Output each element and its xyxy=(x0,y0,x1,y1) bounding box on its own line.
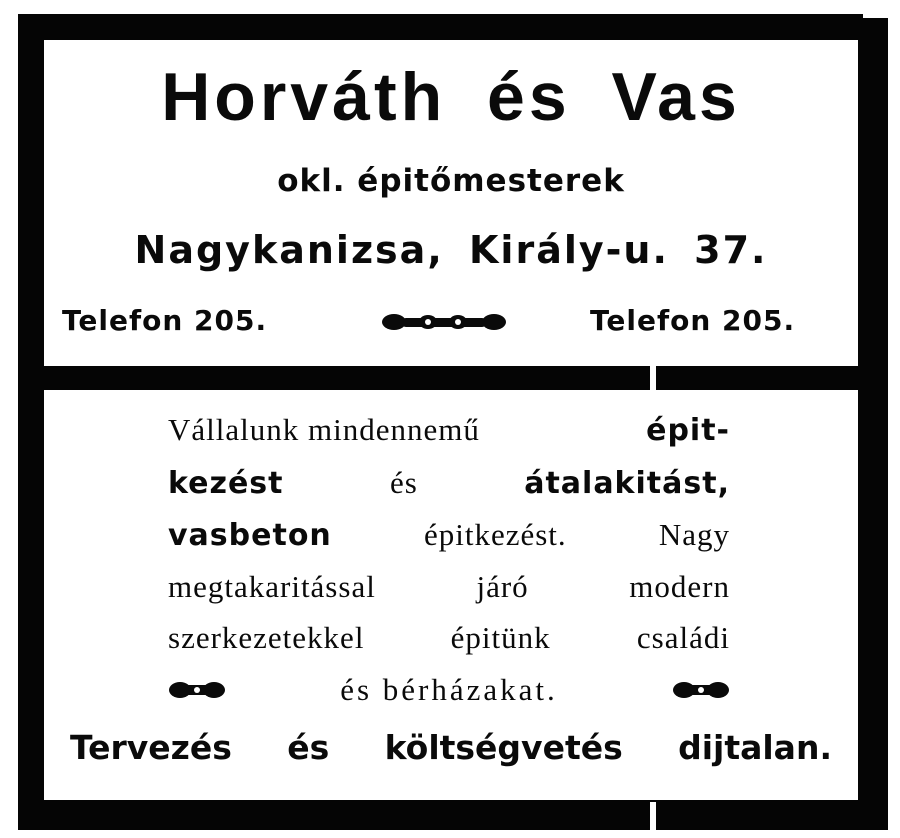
body-line xyxy=(168,465,730,505)
body-line xyxy=(168,569,730,609)
frame-top-border xyxy=(18,14,863,40)
footer-word: Tervezés xyxy=(70,728,232,767)
footer-word: és xyxy=(287,728,330,767)
body-line xyxy=(168,670,730,710)
body-line xyxy=(168,517,730,557)
footer-word: dijtalan. xyxy=(678,728,832,767)
decorative-ornament-icon xyxy=(672,680,730,700)
body-line xyxy=(168,412,730,452)
footer-line xyxy=(70,728,832,767)
body-text-bold: átalakitást, xyxy=(524,466,730,501)
phone-right: Telefon 205. xyxy=(590,304,796,337)
frame-right-border xyxy=(858,18,888,826)
phone-left: Telefon 205. xyxy=(62,304,268,337)
section-divider xyxy=(40,366,860,390)
bottom-border-notch xyxy=(650,802,656,830)
body-line xyxy=(168,620,730,660)
frame-bottom-border xyxy=(18,800,888,830)
body-text-bold: épit- xyxy=(646,413,730,448)
body-text: és bérházakat. xyxy=(340,672,558,707)
divider-notch xyxy=(650,364,656,392)
company-profession: okl. épitőmesterek xyxy=(277,163,625,199)
body-text: épitkezést. xyxy=(423,517,567,552)
body-text: járó xyxy=(476,569,529,604)
decorative-ornament-icon xyxy=(168,680,226,700)
frame-left-border xyxy=(18,18,44,826)
decorative-ornament-icon xyxy=(380,312,508,332)
body-text-bold: vasbeton xyxy=(168,518,332,553)
body-text: modern xyxy=(629,569,730,604)
body-text: szerkezetekkel xyxy=(168,620,365,655)
body-text: családi xyxy=(636,620,730,655)
body-text: épitünk xyxy=(450,620,551,655)
company-address: Nagykanizsa, Király-u. 37. xyxy=(134,228,768,272)
body-text: megtakaritással xyxy=(168,569,376,604)
body-text: Nagy xyxy=(658,517,730,552)
company-title: Horváth és Vas xyxy=(161,59,741,135)
body-text-bold: kezést xyxy=(168,466,284,501)
body-text: és xyxy=(389,465,418,500)
body-text: Vállalunk mindennemű xyxy=(168,412,480,447)
footer-word: költségvetés xyxy=(384,728,623,767)
